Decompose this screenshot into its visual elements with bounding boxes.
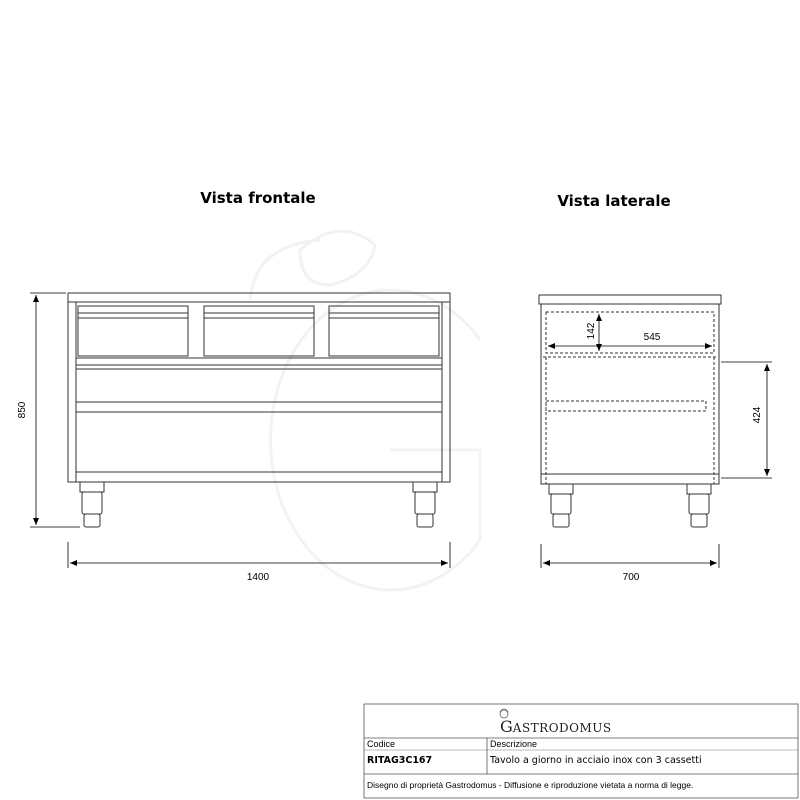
- front-height-label: 850: [17, 401, 28, 419]
- side-width-dimension: [541, 544, 719, 568]
- brand-name: [500, 717, 612, 736]
- side-worktop: [539, 295, 721, 304]
- front-width-dimension: [68, 542, 450, 568]
- front-bottom-shelf: [76, 472, 442, 482]
- front-left-leg: [68, 302, 76, 482]
- front-worktop: [68, 293, 450, 302]
- front-width-label: 1400: [246, 572, 270, 583]
- brand-initial: G: [500, 717, 513, 736]
- description-label: Descrizione: [490, 739, 538, 749]
- side-width-label: 700: [622, 572, 640, 583]
- watermark-logo: [250, 231, 480, 590]
- front-right-foot: [413, 482, 437, 527]
- side-view: [539, 295, 721, 527]
- brand-rest: ASTRODOMUS: [512, 721, 612, 735]
- front-right-leg: [442, 302, 450, 482]
- front-view: [68, 293, 450, 527]
- drawer-depth-label: 545: [643, 332, 661, 343]
- description-value: Tavolo a giorno in acciaio inox con 3 cassetti: [490, 755, 702, 766]
- side-drawer-hidden: [546, 312, 714, 353]
- front-left-foot: [80, 482, 104, 527]
- side-left-foot: [549, 484, 573, 527]
- shelf-height-label: 424: [752, 406, 763, 424]
- side-right-foot: [687, 484, 711, 527]
- front-height-dimension: [30, 293, 80, 527]
- drawer-height-label: 142: [586, 322, 597, 340]
- front-view-title: Vista frontale: [200, 189, 316, 207]
- shelf-height-dimension: [721, 362, 772, 478]
- side-body: [541, 304, 719, 484]
- code-value: RITAG3C167: [367, 755, 433, 766]
- code-label: Codice: [367, 739, 396, 749]
- side-middle-rail-hidden: [546, 401, 706, 411]
- front-middle-rail: [76, 402, 442, 412]
- side-view-title: Vista laterale: [557, 192, 671, 210]
- ownership-notice: Disegno di proprietà Gastrodomus - Diffusione e riproduzione vietata a norma di legge.: [367, 780, 694, 790]
